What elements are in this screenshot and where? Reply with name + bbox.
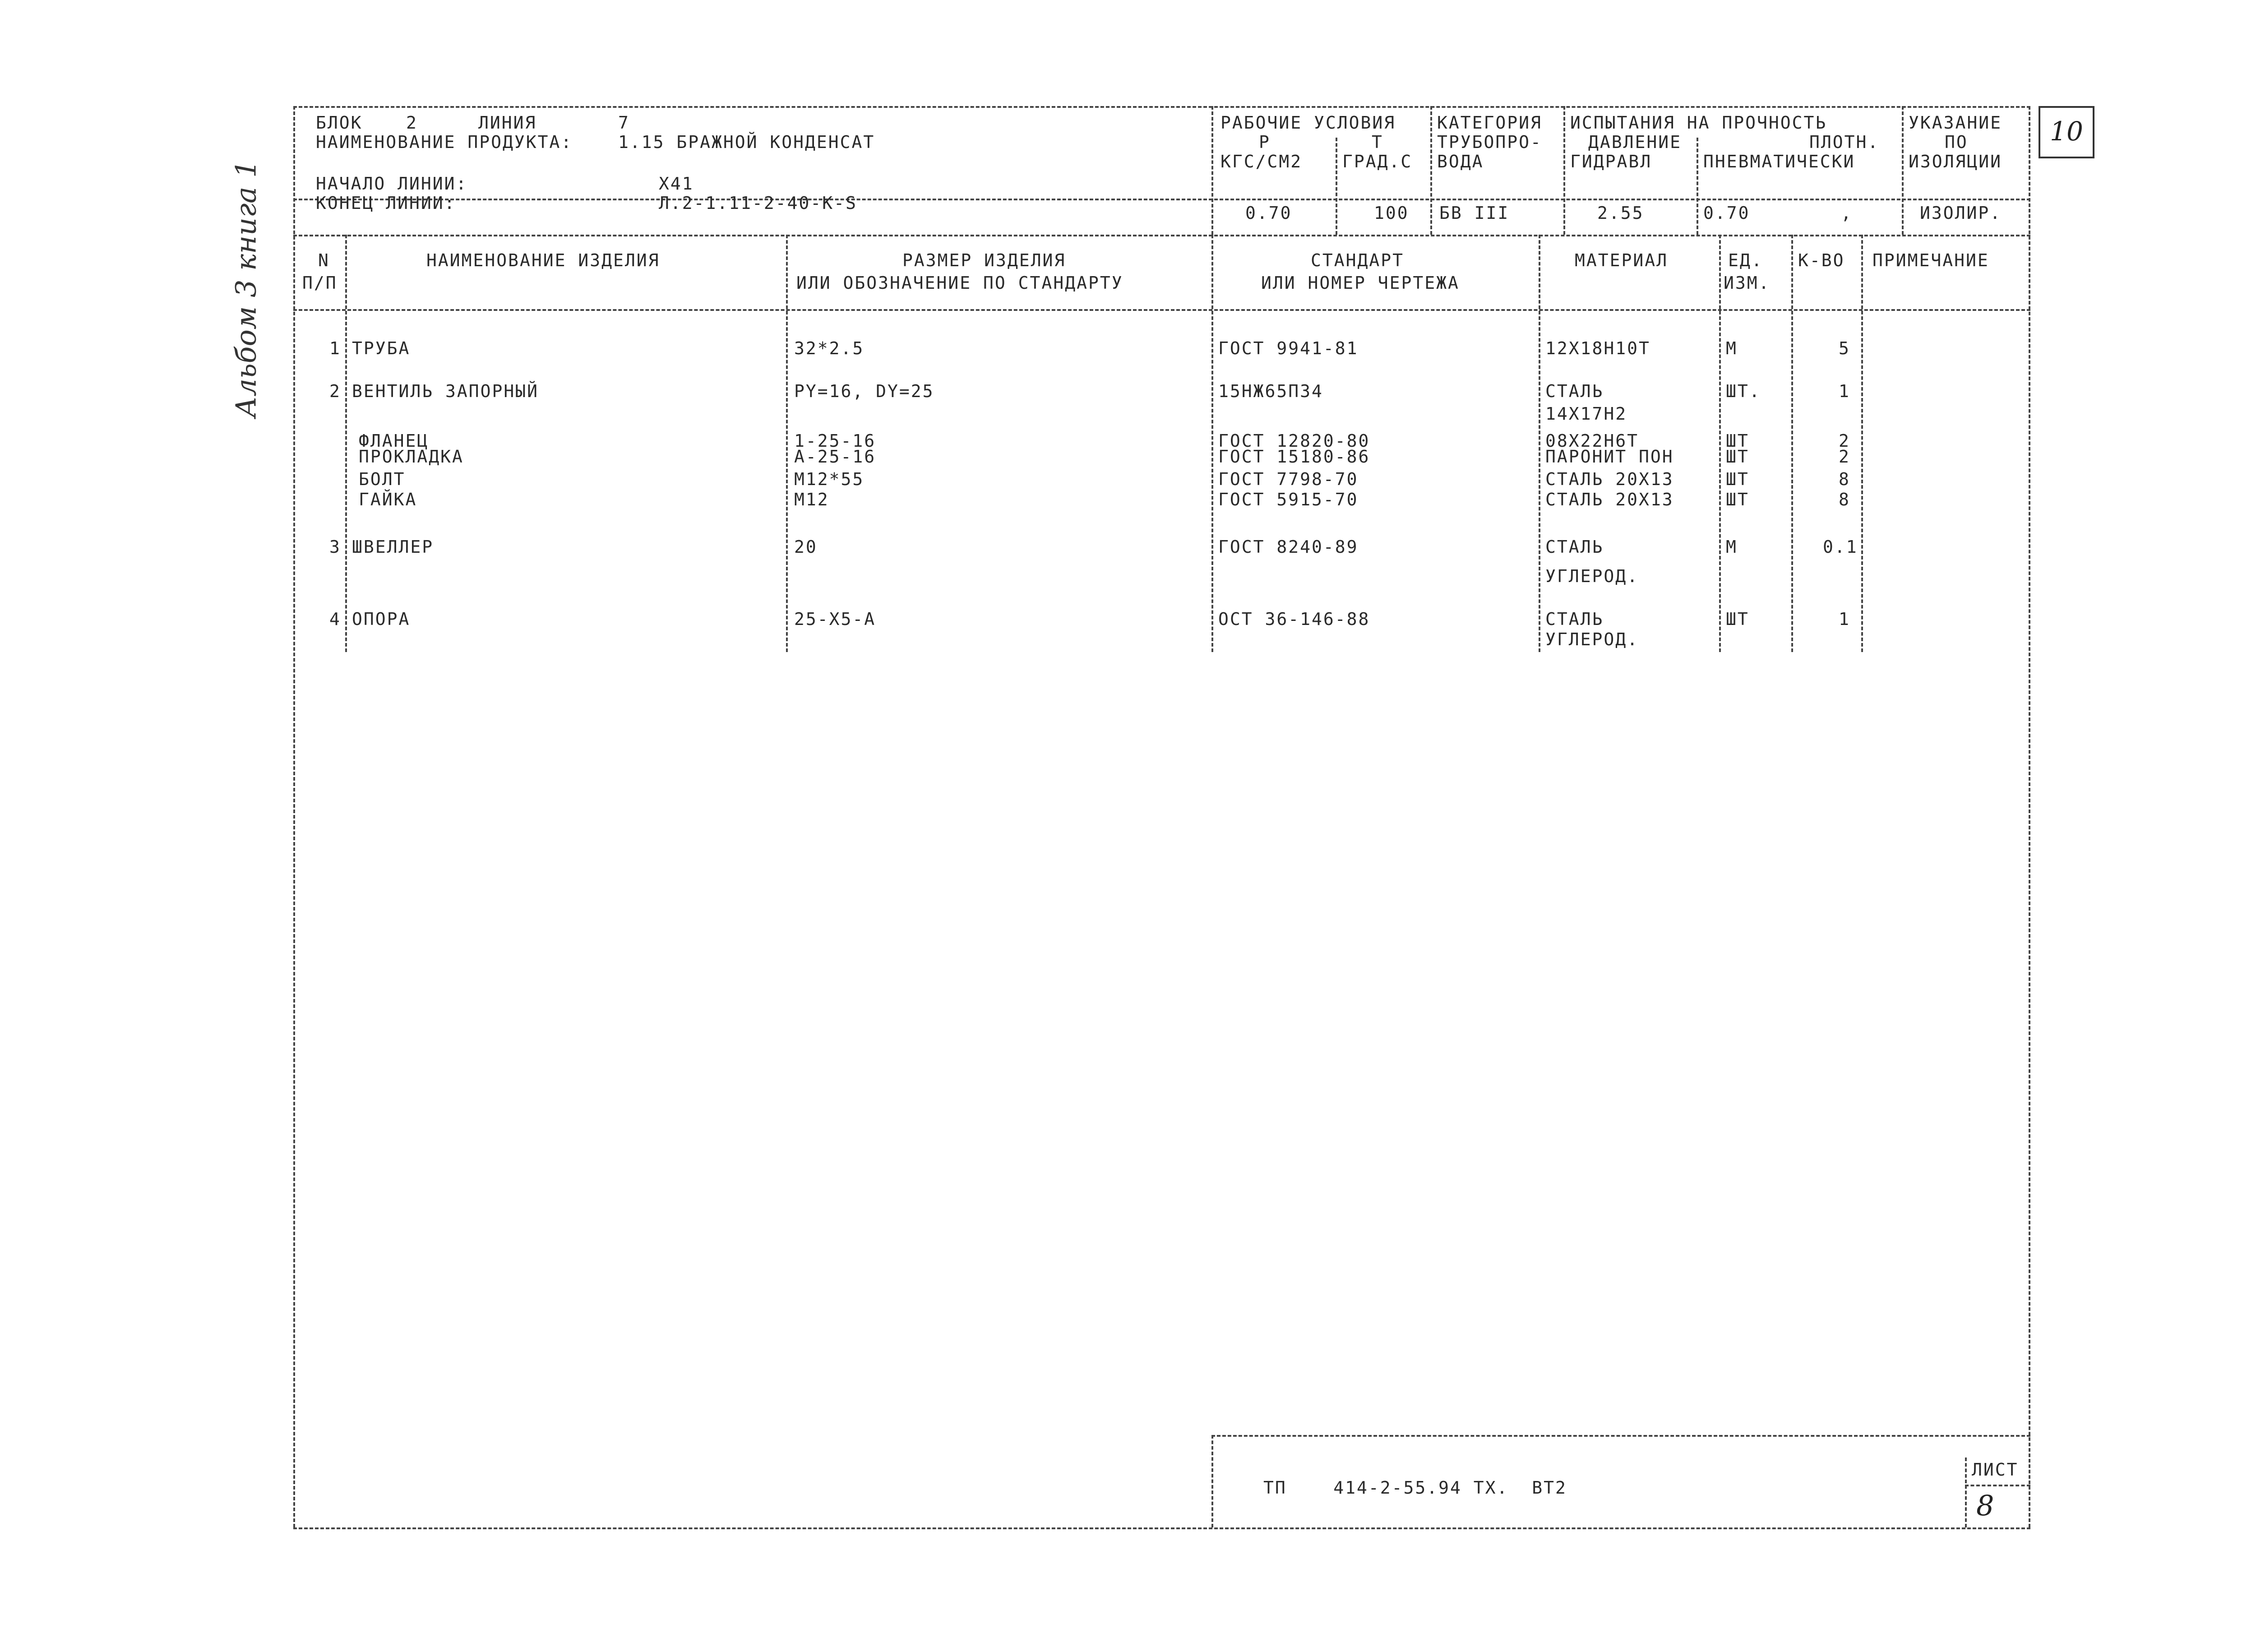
pneumatic-value: 0.70: [1703, 203, 1750, 223]
header-col-divider-1: [1211, 106, 1213, 235]
col-header-material: МАТЕРИАЛ: [1575, 250, 1669, 270]
col-header-qty: К-ВО: [1798, 250, 1845, 270]
test-pneumatic-label: ПНЕВМАТИЧЕСКИ: [1703, 152, 1855, 171]
row-2-standard: 15НЖ65П34: [1218, 381, 1323, 401]
row-5-qty: 2: [1839, 447, 1850, 467]
insulation-value: ИЗОЛИР.: [1920, 203, 2002, 223]
row-10-num: 4: [329, 609, 341, 629]
sheet-divider-line: [1965, 1485, 2030, 1486]
density-value: ,: [1841, 203, 1853, 223]
row-5-unit: ШТ: [1726, 447, 1749, 467]
row-11-material: УГЛЕРОД.: [1545, 629, 1639, 649]
tests-label: ИСПЫТАНИЯ НА ПРОЧНОСТЬ: [1570, 113, 1827, 133]
pressure-label: Р: [1259, 132, 1271, 152]
line-label: ЛИНИЯ: [478, 113, 537, 133]
row-8-unit: М: [1726, 537, 1738, 557]
table-col-divider-6: [1791, 235, 1793, 652]
product-label: НАИМЕНОВАНИЕ ПРОДУКТА:: [316, 132, 573, 152]
footer-left-line: [1211, 1435, 1213, 1527]
insulation-label-1: УКАЗАНИЕ: [1909, 113, 2002, 133]
frame-left-line: [293, 106, 295, 1527]
row-5-size: А-25-16: [794, 447, 876, 467]
header-col-divider-2: [1336, 138, 1337, 235]
row-7-size: М12: [794, 490, 829, 509]
row-10-size: 25-Х5-А: [794, 609, 876, 629]
row-2-material: СТАЛЬ: [1545, 381, 1604, 401]
category-label-1: КАТЕГОРИЯ: [1437, 113, 1542, 133]
row-1-qty: 5: [1839, 338, 1850, 358]
row-8-size: 20: [794, 537, 818, 557]
row-6-unit: ШТ: [1726, 469, 1749, 489]
category-label-2: ТРУБОПРО-: [1437, 132, 1542, 152]
header-col-divider-6: [1902, 106, 1904, 235]
test-pressure-label: ДАВЛЕНИЕ: [1588, 132, 1682, 152]
row-2-unit: ШТ.: [1726, 381, 1761, 401]
row-10-name: ОПОРА: [352, 609, 411, 629]
col-header-standard-1: СТАНДАРТ: [1311, 250, 1405, 270]
block-label: БЛОК: [316, 113, 363, 133]
frame-top-line: [293, 106, 2030, 108]
row-2-qty: 1: [1839, 381, 1850, 401]
row-2-num: 2: [329, 381, 341, 401]
row-6-standard: ГОСТ 7798-70: [1218, 469, 1359, 489]
block-value: 2: [406, 113, 418, 133]
temperature-value: 100: [1374, 203, 1409, 223]
table-col-divider-5: [1719, 235, 1721, 652]
row-4-material: 08Х22Н6Т: [1545, 431, 1639, 451]
product-value: 1.15 БРАЖНОЙ КОНДЕНСАТ: [618, 132, 875, 152]
category-label-3: ВОДА: [1437, 152, 1484, 171]
row-7-qty: 8: [1839, 490, 1850, 509]
row-6-size: М12*55: [794, 469, 864, 489]
row-1-num: 1: [329, 338, 341, 358]
row-1-name: ТРУБА: [352, 338, 411, 358]
insulation-label-3: ИЗОЛЯЦИИ: [1909, 152, 2002, 171]
row-4-size: 1-25-16: [794, 431, 876, 451]
row-6-name: БОЛТ: [359, 469, 406, 489]
temperature-unit: ГРАД.С: [1342, 152, 1413, 171]
line-start-label: НАЧАЛО ЛИНИИ:: [316, 174, 468, 194]
col-header-unit-1: ЕД.: [1728, 250, 1763, 270]
row-1-unit: М: [1726, 338, 1738, 358]
col-header-num-2: П/П: [302, 273, 337, 293]
row-1-standard: ГОСТ 9941-81: [1218, 338, 1359, 358]
row-8-qty: 0.1: [1823, 537, 1858, 557]
row-4-name: ФЛАНЕЦ: [359, 431, 429, 451]
pressure-value: 0.70: [1245, 203, 1292, 223]
row-7-unit: ШТ: [1726, 490, 1749, 509]
row-7-material: СТАЛЬ 20Х13: [1545, 490, 1674, 509]
row-4-qty: 2: [1839, 431, 1850, 451]
row-7-name: ГАЙКА: [359, 490, 417, 509]
header-bottom-line: [293, 235, 2030, 236]
hydraulic-value: 2.55: [1597, 203, 1644, 223]
row-7-standard: ГОСТ 5915-70: [1218, 490, 1359, 509]
table-col-divider-1: [345, 235, 347, 652]
row-6-material: СТАЛЬ 20Х13: [1545, 469, 1674, 489]
header-divider-line: [293, 199, 2030, 200]
line-end-value: Л.2-1.11-2-40-К-S: [659, 193, 857, 213]
line-start-value: X41: [659, 174, 694, 194]
header-col-divider-3: [1430, 106, 1432, 235]
row-2-size: PY=16, DY=25: [794, 381, 934, 401]
pressure-unit: КГС/СМ2: [1220, 152, 1303, 171]
row-5-material: ПАРОНИТ ПОН: [1545, 447, 1674, 467]
line-value: 7: [618, 113, 630, 133]
row-10-unit: ШТ: [1726, 609, 1749, 629]
col-header-name: НАИМЕНОВАНИЕ ИЗДЕЛИЯ: [426, 250, 660, 270]
table-col-divider-4: [1539, 235, 1540, 652]
category-value: БВ III: [1439, 203, 1510, 223]
work-conditions-label: РАБОЧИЕ УСЛОВИЯ: [1220, 113, 1396, 133]
line-end-label: КОНЕЦ ЛИНИИ:: [316, 193, 456, 213]
col-header-num-1: N: [318, 250, 330, 270]
col-header-unit-2: ИЗМ.: [1724, 273, 1771, 293]
row-10-qty: 1: [1839, 609, 1850, 629]
columns-bottom-line: [293, 309, 2030, 311]
row-1-size: 32*2.5: [794, 338, 864, 358]
sheet-label: ЛИСТ: [1972, 1460, 2019, 1480]
row-5-standard: ГОСТ 15180-86: [1218, 447, 1370, 467]
col-header-note: ПРИМЕЧАНИЕ: [1872, 250, 1989, 270]
row-8-name: ШВЕЛЛЕР: [352, 537, 434, 557]
frame-right-line: [2029, 106, 2030, 1527]
row-4-standard: ГОСТ 12820-80: [1218, 431, 1370, 451]
col-header-size-1: РАЗМЕР ИЗДЕЛИЯ: [902, 250, 1066, 270]
row-3-material: 14Х17Н2: [1545, 404, 1627, 424]
row-8-standard: ГОСТ 8240-89: [1218, 537, 1359, 557]
table-col-divider-2: [786, 235, 788, 652]
row-6-qty: 8: [1839, 469, 1850, 489]
row-8-num: 3: [329, 537, 341, 557]
sheet-number: 8: [1976, 1489, 1994, 1522]
table-col-divider-3: [1211, 235, 1213, 652]
row-10-material: СТАЛЬ: [1545, 609, 1604, 629]
row-1-material: 12Х18Н10Т: [1545, 338, 1650, 358]
row-4-unit: ШТ: [1726, 431, 1749, 451]
row-8-material: СТАЛЬ: [1545, 537, 1604, 557]
sheet-box-left-line: [1965, 1458, 1967, 1527]
temperature-label: Т: [1372, 132, 1383, 152]
header-col-divider-4: [1563, 106, 1565, 235]
row-5-name: ПРОКЛАДКА: [359, 447, 464, 467]
col-header-standard-2: ИЛИ НОМЕР ЧЕРТЕЖА: [1261, 273, 1460, 293]
test-hydraulic-label: ГИДРАВЛ: [1570, 152, 1652, 171]
test-density-label: ПЛОТН.: [1809, 132, 1880, 152]
insulation-label-2: ПО: [1945, 132, 1968, 152]
table-col-divider-7: [1861, 235, 1863, 652]
header-col-divider-5: [1697, 138, 1698, 235]
row-10-standard: ОСТ 36-146-88: [1218, 609, 1370, 629]
col-header-size-2: ИЛИ ОБОЗНАЧЕНИЕ ПО СТАНДАРТУ: [796, 273, 1123, 293]
document-code: ТП 414-2-55.94 ТХ. ВТ2: [1263, 1478, 1567, 1498]
row-9-material: УГЛЕРОД.: [1545, 566, 1639, 586]
page-number-box: 10: [2039, 106, 2094, 158]
row-2-name: ВЕНТИЛЬ ЗАПОРНЫЙ: [352, 381, 539, 401]
side-note: Альбом 3 книга 1: [229, 160, 263, 418]
footer-top-line: [1211, 1435, 2030, 1437]
frame-bottom-line: [293, 1527, 2030, 1529]
